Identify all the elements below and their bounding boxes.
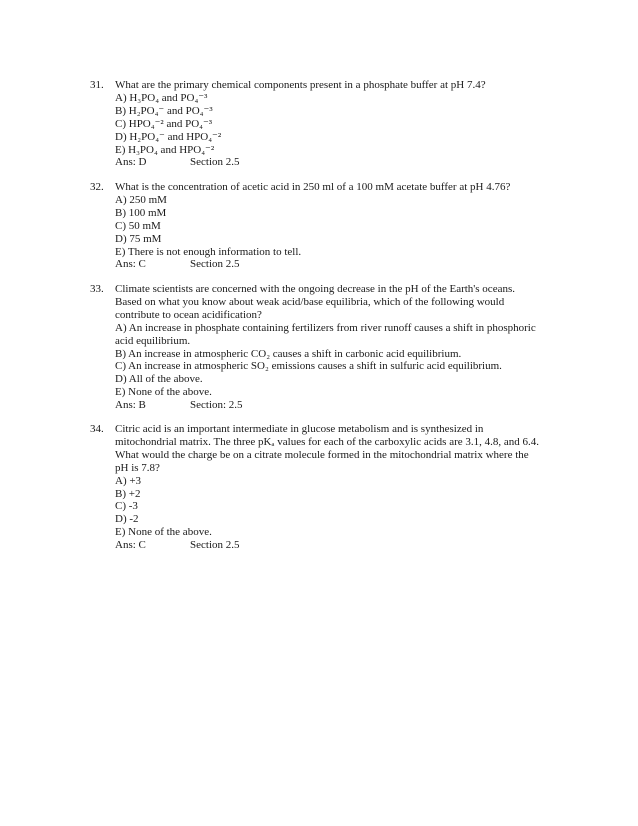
question-number: 34. [90, 423, 104, 435]
choice-a: A) H₃PO₄ and PO₄⁻³ [115, 91, 208, 104]
choice-c: C) HPO₄⁻² and PO₄⁻³ [115, 117, 213, 130]
answer: Ans: C [115, 258, 146, 271]
choice-d: D) -2 [115, 513, 139, 526]
choice-a-line-2: acid equilibrium. [115, 334, 191, 347]
choice-c: C) An increase in atmospheric SO₂ emissions causes a shift in sulfuric acid equilibrium. [115, 360, 502, 373]
answer: Ans: B [115, 399, 146, 412]
question-33 [90, 283, 560, 412]
question-stem-line-2: mitochondrial matrix. The three pKₐ values for each of the carboxylic acids are 3.1, 4.8, and 6.4. [115, 435, 540, 448]
question-stem-line-2: Based on what you know about weak acid/base equilibria, which of the following would [115, 295, 505, 308]
choice-d: D) H₂PO₄⁻ and HPO₄⁻² [115, 130, 222, 143]
answer-line [115, 258, 560, 271]
choice-e: E) None of the above. [115, 526, 212, 539]
choice-c: C) 50 mM [115, 219, 161, 232]
question-31 [90, 79, 560, 169]
question-stem-line-1: Climate scientists are concerned with the ongoing decrease in the pH of the Earth's oceans. [115, 283, 515, 295]
answer-line [115, 156, 560, 169]
answer-line [115, 399, 560, 412]
choice-a: A) 250 mM [115, 193, 167, 206]
question-stem-line-1: Citric acid is an important intermediate in glucose metabolism and is synthesized in [115, 423, 484, 435]
question-34 [90, 423, 560, 552]
section-ref: Section 2.5 [190, 539, 240, 552]
answer: Ans: D [115, 156, 147, 169]
choice-a: A) +3 [115, 474, 142, 487]
choice-d: D) 75 mM [115, 232, 162, 245]
question-stem: What are the primary chemical components present in a phosphate buffer at pH 7.4? [115, 79, 486, 91]
question-number: 32. [90, 181, 104, 193]
question-stem: What is the concentration of acetic acid in 250 ml of a 100 mM acetate buffer at pH 4.76? [115, 181, 511, 193]
choice-a-line-1: A) An increase in phosphate containing fertilizers from river runoff causes a shift in phosphoric [115, 321, 536, 334]
answer-line [115, 539, 560, 552]
question-stem-line-3: contribute to ocean acidification? [115, 308, 262, 321]
choice-b: B) An increase in atmospheric CO₂ causes a shift in carbonic acid equilibrium. [115, 347, 462, 360]
question-32 [90, 181, 560, 271]
choice-d: D) All of the above. [115, 373, 203, 386]
question-number: 31. [90, 79, 104, 91]
section-ref: Section: 2.5 [190, 399, 243, 412]
choice-b: B) H₂PO₄⁻ and PO₄⁻³ [115, 104, 213, 117]
choice-c: C) -3 [115, 500, 138, 513]
section-ref: Section 2.5 [190, 258, 240, 271]
choice-e: E) There is not enough information to tell. [115, 245, 302, 258]
answer: Ans: C [115, 539, 146, 552]
choice-b: B) 100 mM [115, 206, 167, 219]
choice-b: B) +2 [115, 487, 141, 500]
question-stem-line-3: What would the charge be on a citrate molecule formed in the mitochondrial matrix where the [115, 448, 529, 461]
section-ref: Section 2.5 [190, 156, 240, 169]
question-number: 33. [90, 283, 104, 295]
question-stem-line-4: pH is 7.8? [115, 461, 160, 474]
choice-e: E) H₃PO₄ and HPO₄⁻² [115, 143, 215, 156]
choice-e: E) None of the above. [115, 386, 212, 399]
